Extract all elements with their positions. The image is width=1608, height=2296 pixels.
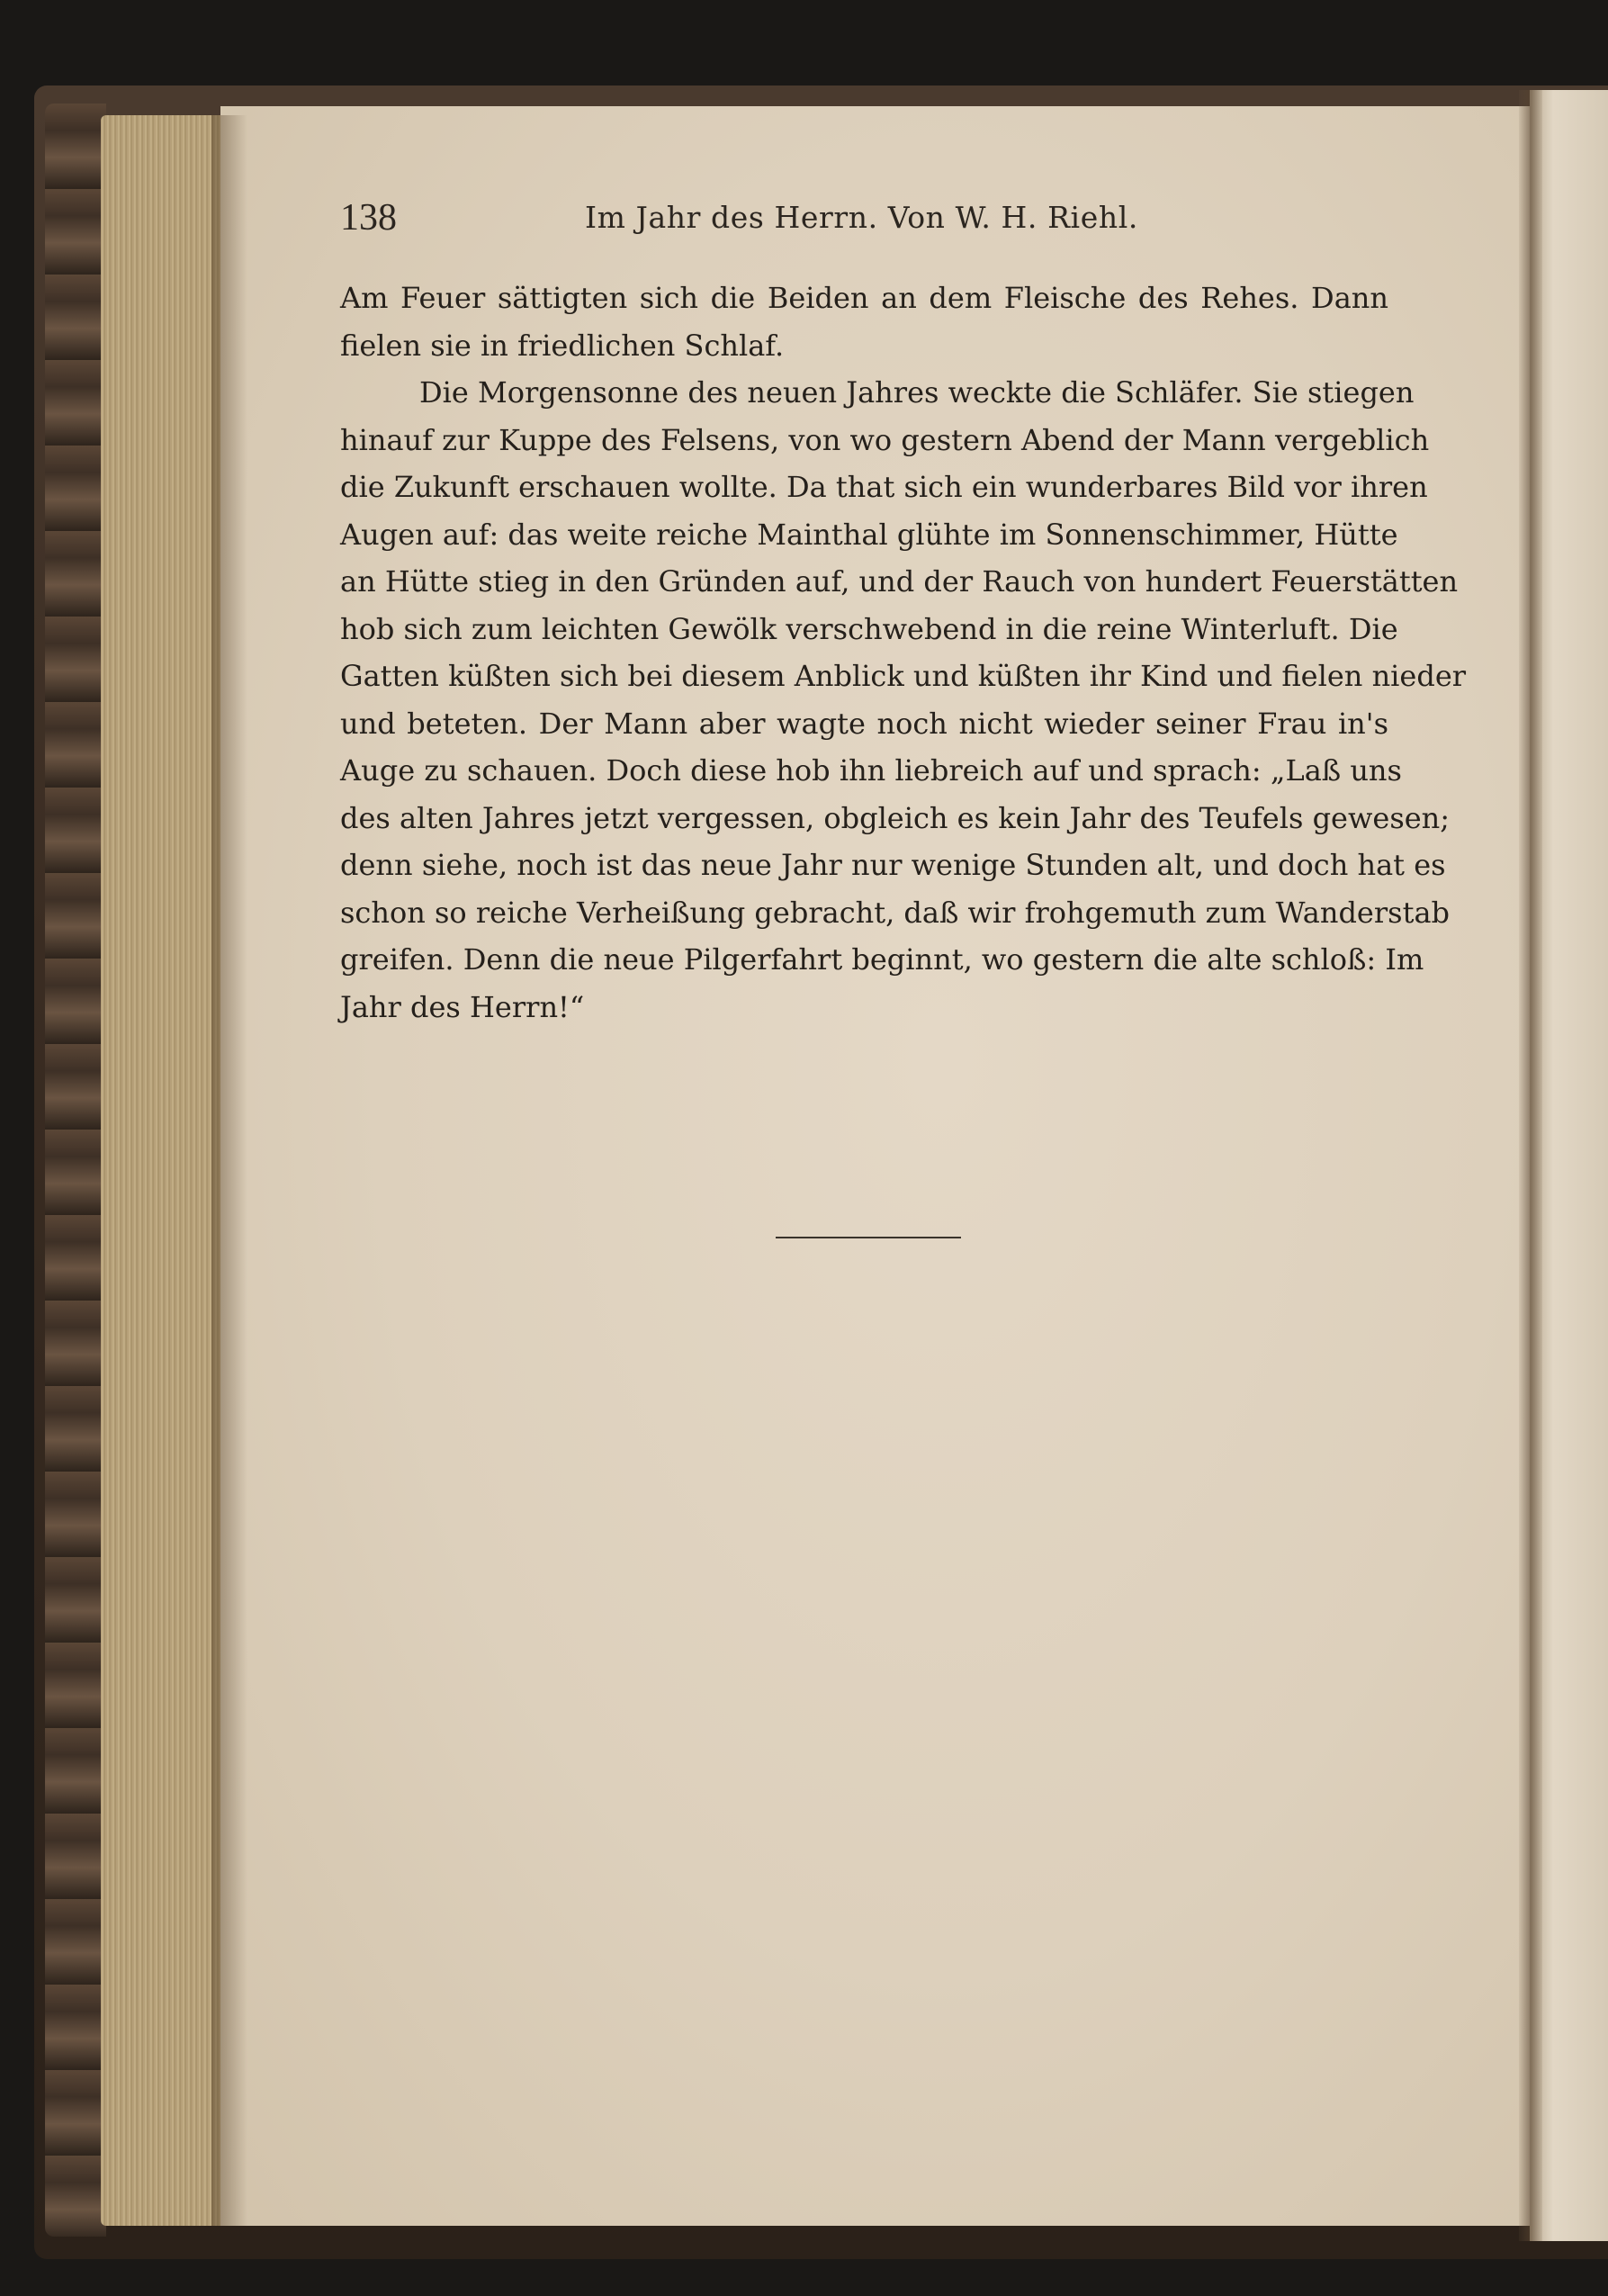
text-line: des alten Jahres jetzt vergessen, obgleich es kein Jahr des Teufels gewesen; bbox=[340, 800, 1451, 835]
text-line: Augen auf: das weite reiche Mainthal glühte im Sonnenschimmer, Hütte bbox=[340, 517, 1398, 552]
text-line: Auge zu schauen. Doch diese hob ihn liebreich auf und sprach: „Laß uns bbox=[340, 753, 1402, 788]
end-rule bbox=[776, 1237, 961, 1238]
left-gutter-shadow bbox=[211, 115, 247, 2226]
text-line: die Zukunft erschauen wollte. Da that sich ein wunderbares Bild vor ihren bbox=[340, 470, 1428, 504]
text-line: greifen. Denn die neue Pilgerfahrt beginnt, wo gestern die alte schloß: Im bbox=[340, 942, 1424, 977]
running-head bbox=[340, 196, 1145, 250]
text-line: Die Morgensonne des neuen Jahres weckte die Schläfer. Sie stiegen bbox=[419, 375, 1415, 410]
text-line: Gatten küßten sich bei diesem Anblick und küßten ihr Kind und fielen nieder bbox=[340, 659, 1467, 693]
body-text bbox=[340, 275, 1467, 1031]
text-line: Jahr des Herrn!“ bbox=[340, 989, 585, 1024]
text-line: an Hütte stieg in den Gründen auf, und der Rauch von hundert Feuerstätten bbox=[340, 564, 1459, 599]
page-edges-stack bbox=[101, 115, 227, 2226]
text-line: schon so reiche Verheißung gebracht, daß wir frohgemuth zum Wanderstab bbox=[340, 895, 1450, 930]
text-line: Am Feuer sättigten sich die Beiden an dem Fleische des Rehes. Dann bbox=[340, 281, 1388, 315]
text-line: denn siehe, noch ist das neue Jahr nur wenige Stunden alt, und doch hat es bbox=[340, 848, 1446, 882]
running-title: Im Jahr des Herrn. Von W. H. Riehl. bbox=[585, 200, 1138, 235]
cover-spine-edge bbox=[45, 104, 106, 2237]
text-line: hinauf zur Kuppe des Felsens, von wo gestern Abend der Mann vergeblich bbox=[340, 422, 1430, 457]
text-line: fielen sie in friedlichen Schlaf. bbox=[340, 328, 785, 363]
page-number: 138 bbox=[340, 197, 397, 239]
text-line: und beteten. Der Mann aber wagte noch nicht wieder seiner Frau in's bbox=[340, 706, 1388, 741]
text-line: hob sich zum leichten Gewölk verschwebend in die reine Winterluft. Die bbox=[340, 611, 1398, 646]
right-gutter-shadow bbox=[1519, 90, 1542, 2241]
